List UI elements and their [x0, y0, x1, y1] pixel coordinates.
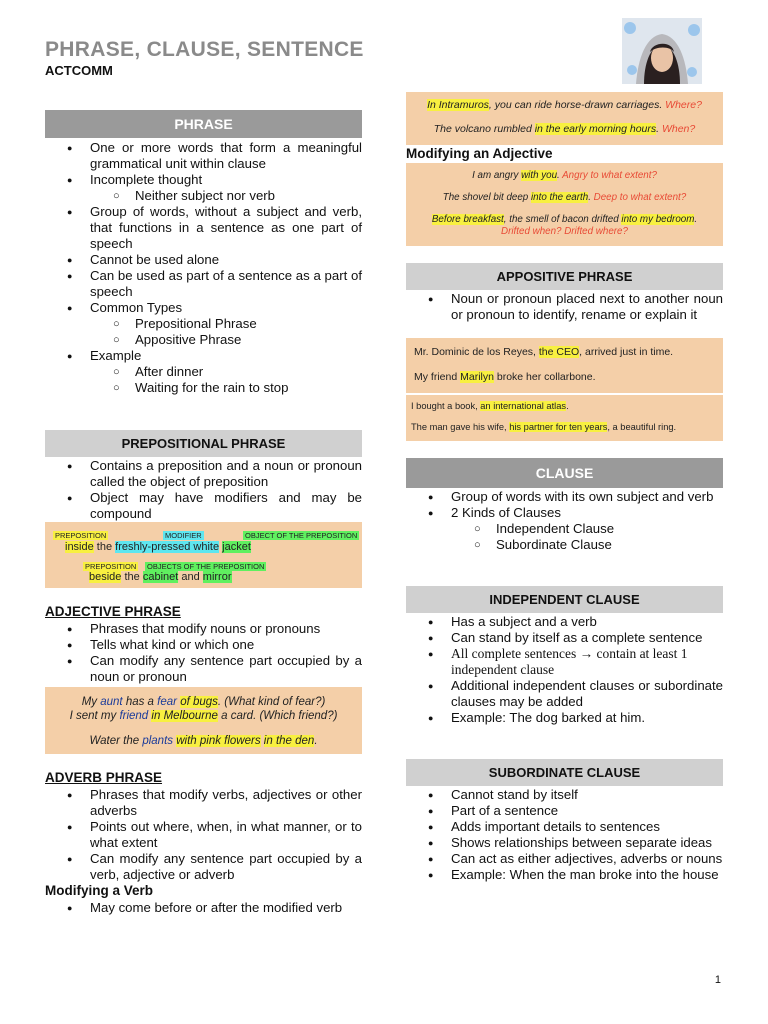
list-item: ● One or more words that form a meaningful grammatical unit within clause: [45, 140, 362, 172]
word-appositive: the CEO: [538, 346, 580, 358]
word-appositive: his partner for ten years: [509, 422, 608, 432]
word-preposition: beside: [89, 571, 122, 583]
list-item: ● Can modify any sentence part occupied by a noun or pronoun: [45, 653, 362, 685]
adjective-example: [45, 687, 362, 754]
word: has a: [122, 696, 158, 708]
prepositional-example: [45, 522, 362, 588]
list-item: ○ Appositive Phrase: [45, 332, 362, 348]
list-item: ● Contains a preposition and a noun or pronoun called the object of preposition: [45, 458, 362, 490]
appositive-phrase-header: APPOSITIVE PHRASE: [406, 263, 723, 290]
list-item: ● Adds important details to sentences: [406, 819, 723, 835]
example-line: [406, 99, 723, 112]
list-item: ● May come before or after the modified verb: [45, 900, 362, 916]
word: and: [178, 571, 203, 583]
independent-list: [406, 614, 723, 726]
modifying-adjective-heading: Modifying an Adjective: [406, 146, 553, 161]
list-item: ○ Prepositional Phrase: [45, 316, 362, 332]
word-noun: aunt: [100, 696, 123, 708]
appositive-list: [406, 291, 723, 323]
list-item: ● Group of words, without a subject and verb, that functions in a sentence as one part of speech: [45, 204, 362, 252]
phrase-section-header: PHRASE: [45, 110, 362, 138]
list-item: ○ After dinner: [45, 364, 362, 380]
word: My friend: [414, 371, 461, 383]
word: .: [314, 735, 318, 747]
word: .: [566, 401, 569, 411]
phrase-list: [45, 140, 362, 396]
example-line: [406, 192, 723, 204]
word-modifier: freshly-pressed white: [115, 541, 220, 553]
example-line: [45, 709, 362, 723]
word: , arrived just in time.: [579, 346, 674, 358]
question: Angry to what extent?: [562, 170, 657, 181]
example-line: [65, 541, 251, 554]
example-line: [414, 371, 596, 384]
modifying-verb-list: [45, 900, 362, 916]
list-item: ● Has a subject and a verb: [406, 614, 723, 630]
list-item: ● Object may have modifiers and may be compound: [45, 490, 362, 522]
list-item: ● All complete sentences → contain at least 1 independent clause: [406, 646, 723, 678]
word-phrase: of bugs: [180, 696, 218, 708]
word: My: [81, 696, 101, 708]
word: .: [557, 170, 563, 181]
word: .: [694, 214, 698, 225]
example-line: [406, 214, 723, 226]
word: Mr. Dominic de los Reyes,: [414, 346, 539, 358]
word: the: [93, 541, 116, 553]
list-item: ● Noun or pronoun placed next to another noun or pronoun to identify, rename or explain it: [406, 291, 723, 323]
adverb-phrase-heading: ADVERB PHRASE: [45, 770, 163, 785]
example-line: [411, 421, 676, 434]
clause-section-header: CLAUSE: [406, 458, 723, 488]
word-phrase: Before breakfast: [431, 214, 504, 225]
label-object: OBJECT OF THE PREPOSITION: [245, 531, 358, 540]
list-item: ● Can be used as part of a sentence as a part of speech: [45, 268, 362, 300]
list-item: ● 2 Kinds of Clauses: [406, 505, 723, 521]
word: I bought a book,: [411, 401, 481, 411]
label-modifier: MODIFIER: [165, 531, 202, 540]
list-item: ● Example: When the man broke into the house: [406, 867, 723, 883]
word-object: mirror: [202, 571, 232, 583]
question: Drifted when? Drifted where?: [501, 226, 628, 237]
list-item: ● Can stand by itself as a complete sentence: [406, 630, 723, 646]
page-number: 1: [714, 974, 721, 986]
subordinate-clause-header: SUBORDINATE CLAUSE: [406, 759, 723, 786]
prepositional-list: [45, 458, 362, 522]
question: Where?: [665, 99, 702, 111]
word-phrase: into my bedroom: [621, 214, 695, 225]
adverb-list: [45, 787, 362, 883]
word-appositive: an international atlas: [480, 401, 567, 411]
word-object: cabinet: [142, 571, 179, 583]
list-item: ● Can modify any sentence part occupied by a verb, adjective or adverb: [45, 851, 362, 883]
word-phrase: with you: [521, 170, 558, 181]
word-phrase: with pink flowers: [176, 735, 261, 747]
adjective-list: [45, 621, 362, 685]
word: The man gave his wife,: [411, 422, 510, 432]
word-phrase: into the earth: [530, 192, 589, 203]
example-line: [45, 695, 362, 709]
word: Water the: [89, 735, 143, 747]
list-item: ● Example: [45, 348, 362, 364]
word: I sent my: [69, 710, 120, 722]
word: , a beautiful ring.: [607, 422, 677, 432]
list-item: ● Phrases that modify nouns or pronouns: [45, 621, 362, 637]
example-line: [414, 346, 673, 359]
question: When?: [661, 123, 696, 135]
list-item: ● Can act as either adjectives, adverbs or nouns: [406, 851, 723, 867]
word-appositive: Marilyn: [460, 371, 494, 383]
list-item: ● Part of a sentence: [406, 803, 723, 819]
prepositional-phrase-header: PREPOSITIONAL PHRASE: [45, 430, 362, 457]
word-phrase: in Melbourne: [151, 710, 218, 722]
appositive-example-1: [406, 338, 723, 393]
list-item: ○ Waiting for the rain to stop: [45, 380, 362, 396]
list-item: ● Incomplete thought: [45, 172, 362, 188]
subordinate-list: [406, 787, 723, 883]
word: .: [656, 123, 662, 135]
word-phrase: in the early morning hours: [534, 123, 657, 135]
word: The shovel bit deep: [442, 192, 531, 203]
question: Deep to what extent?: [593, 192, 687, 203]
label-objects: OBJECTS OF THE PREPOSITION: [147, 562, 265, 571]
word-phrase: In Intramuros: [427, 99, 489, 111]
page-title: PHRASE, CLAUSE, SENTENCE: [45, 38, 364, 61]
modifying-adjective-example: [406, 163, 723, 246]
independent-clause-header: INDEPENDENT CLAUSE: [406, 586, 723, 613]
appositive-example-2: [406, 395, 723, 441]
word: .: [588, 192, 594, 203]
modifying-verb-example: [406, 92, 723, 145]
word: broke her collarbone.: [493, 371, 596, 383]
course-code: ACTCOMM: [45, 63, 113, 78]
list-item: ● Common Types: [45, 300, 362, 316]
word-object: jacket: [222, 541, 251, 553]
word: , you can ride horse-drawn carriages.: [488, 99, 666, 111]
word: the: [121, 571, 143, 583]
modifying-verb-heading: Modifying a Verb: [45, 883, 154, 898]
list-item: ● Phrases that modify verbs, adjectives or other adverbs: [45, 787, 362, 819]
example-line: [406, 170, 723, 182]
list-item: ● Group of words with its own subject and verb: [406, 489, 723, 505]
word: a card. (Which friend?): [217, 710, 338, 722]
label-preposition: PREPOSITION: [55, 531, 107, 540]
word: . (What kind of fear?): [217, 696, 326, 708]
list-item: ● Cannot stand by itself: [406, 787, 723, 803]
word-phrase: in the den: [263, 735, 315, 747]
author-photo: [622, 18, 702, 84]
example-line: [406, 123, 723, 136]
list-item: ○ Independent Clause: [406, 521, 723, 537]
example-line: [411, 400, 569, 413]
list-item: ● Additional independent clauses or subordinate clauses may be added: [406, 678, 723, 710]
list-item: ● Points out where, when, in what manner, or to what extent: [45, 819, 362, 851]
list-item: ● Example: The dog barked at him.: [406, 710, 723, 726]
example-line: [89, 571, 232, 584]
list-item: ● Cannot be used alone: [45, 252, 362, 268]
word: I am angry: [472, 170, 522, 181]
example-line: [45, 734, 362, 748]
list-item: ● Tells what kind or which one: [45, 637, 362, 653]
word: The volcano rumbled: [433, 123, 535, 135]
word: , the smell of bacon drifted: [503, 214, 622, 225]
label-preposition: PREPOSITION: [85, 562, 137, 571]
clause-list: [406, 489, 723, 553]
word-preposition: inside: [65, 541, 94, 553]
list-item: ● Shows relationships between separate ideas: [406, 835, 723, 851]
word-noun: friend: [119, 710, 149, 722]
list-item: ○ Subordinate Clause: [406, 537, 723, 553]
adjective-phrase-heading: ADJECTIVE PHRASE: [45, 604, 181, 619]
word-noun: fear: [157, 696, 177, 708]
word-noun: plants: [142, 735, 174, 747]
list-item: ○ Neither subject nor verb: [45, 188, 362, 204]
